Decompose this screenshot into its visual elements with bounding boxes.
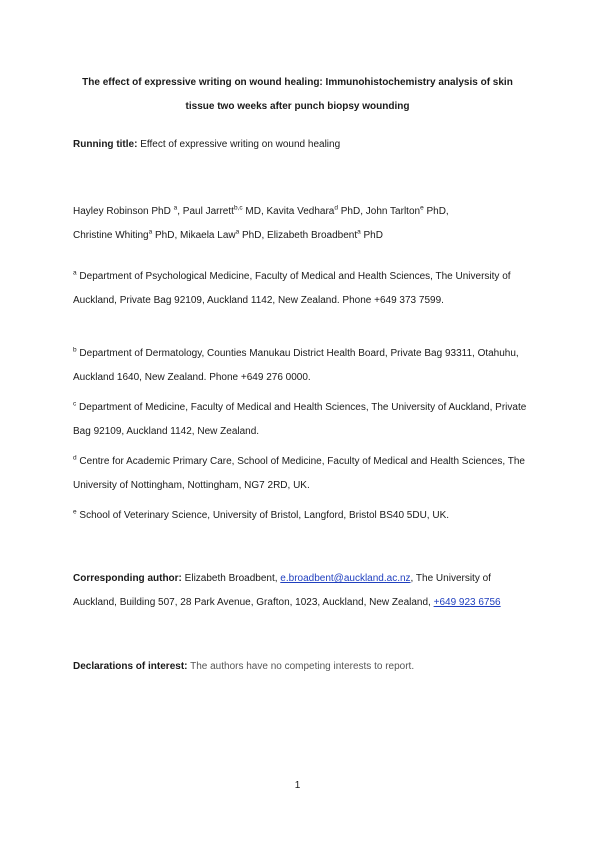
affiliation-marker: e [73, 508, 77, 516]
corresponding-email-link[interactable]: e.broadbent@auckland.ac.nz [280, 573, 411, 584]
affiliation-marker: d [73, 454, 77, 462]
corresponding-label: Corresponding author: [73, 573, 182, 584]
corresponding-address: , The University of Auckland, Building 507, 28 Park Avenue, Grafton, 1023, Auckland, New Zealand, [73, 573, 491, 608]
title-line-2: tissue two weeks after punch biopsy wounding [185, 101, 410, 112]
page-number: 1 [294, 780, 301, 791]
affiliation-b [73, 342, 533, 390]
running-title-text: Effect of expressive writing on wound healing [140, 139, 341, 150]
corresponding-author [73, 567, 533, 615]
affiliation-text: Centre for Academic Primary Care, School of Medicine, Faculty of Medical and Health Sciences, The University of Nottingham, Nottingham, NG7 2RD, UK. [73, 456, 525, 491]
running-title-label: Running title: [73, 139, 138, 150]
paper-title [60, 71, 535, 119]
affiliation-e [73, 504, 533, 528]
author: Elizabeth Broadbent$^a$ PhD [267, 228, 383, 241]
declarations-label: Declarations of interest: [73, 661, 188, 672]
declarations-of-interest [73, 655, 533, 679]
declarations-text: The authors have no competing interests to report. [190, 661, 415, 672]
title-line-1: The effect of expressive writing on wound healing: Immunohistochemistry analysis of skin [82, 77, 513, 88]
author: Mikaela Law$^a$ PhD, [180, 228, 268, 241]
affiliation-text: Department of Psychological Medicine, Faculty of Medical and Health Sciences, The University of Auckland, Private Bag 92109, Auckland 1142, New Zealand. Phone +649 373 7599. [73, 271, 511, 306]
affiliation-text: Department of Dermatology, Counties Manukau District Health Board, Private Bag 93311, Otahuhu, Auckland 1640, New Zealand. Phone +649 276 0000. [73, 348, 519, 383]
affiliation-marker: c [73, 400, 77, 408]
author: Paul Jarrett$^{b,c}$ MD, [182, 204, 267, 217]
affiliation-marker: b [73, 346, 77, 354]
author-list [73, 200, 533, 248]
affiliation-c [73, 396, 533, 444]
affiliation-d [73, 450, 533, 498]
author: Hayley Robinson PhD $^a$, [73, 204, 183, 217]
running-title [73, 133, 533, 157]
affiliation-text: School of Veterinary Science, University of Bristol, Langford, Bristol BS40 5DU, UK. [79, 510, 450, 521]
affiliation-marker: a [73, 269, 77, 277]
corresponding-name: Elizabeth Broadbent, [184, 573, 278, 584]
affiliation-a [73, 265, 533, 313]
author: Kavita Vedhara$^d$ PhD, [266, 204, 366, 217]
affiliation-text: Department of Medicine, Faculty of Medical and Health Sciences, The University of Auckland, Private Bag 92109, Auckland 1142, New Zealand. [73, 402, 527, 437]
author: Christine Whiting$^a$ PhD, [73, 228, 181, 241]
author: John Tarlton$^e$ PhD, [365, 204, 449, 217]
corresponding-phone-link[interactable]: +649 923 6756 [433, 597, 501, 608]
